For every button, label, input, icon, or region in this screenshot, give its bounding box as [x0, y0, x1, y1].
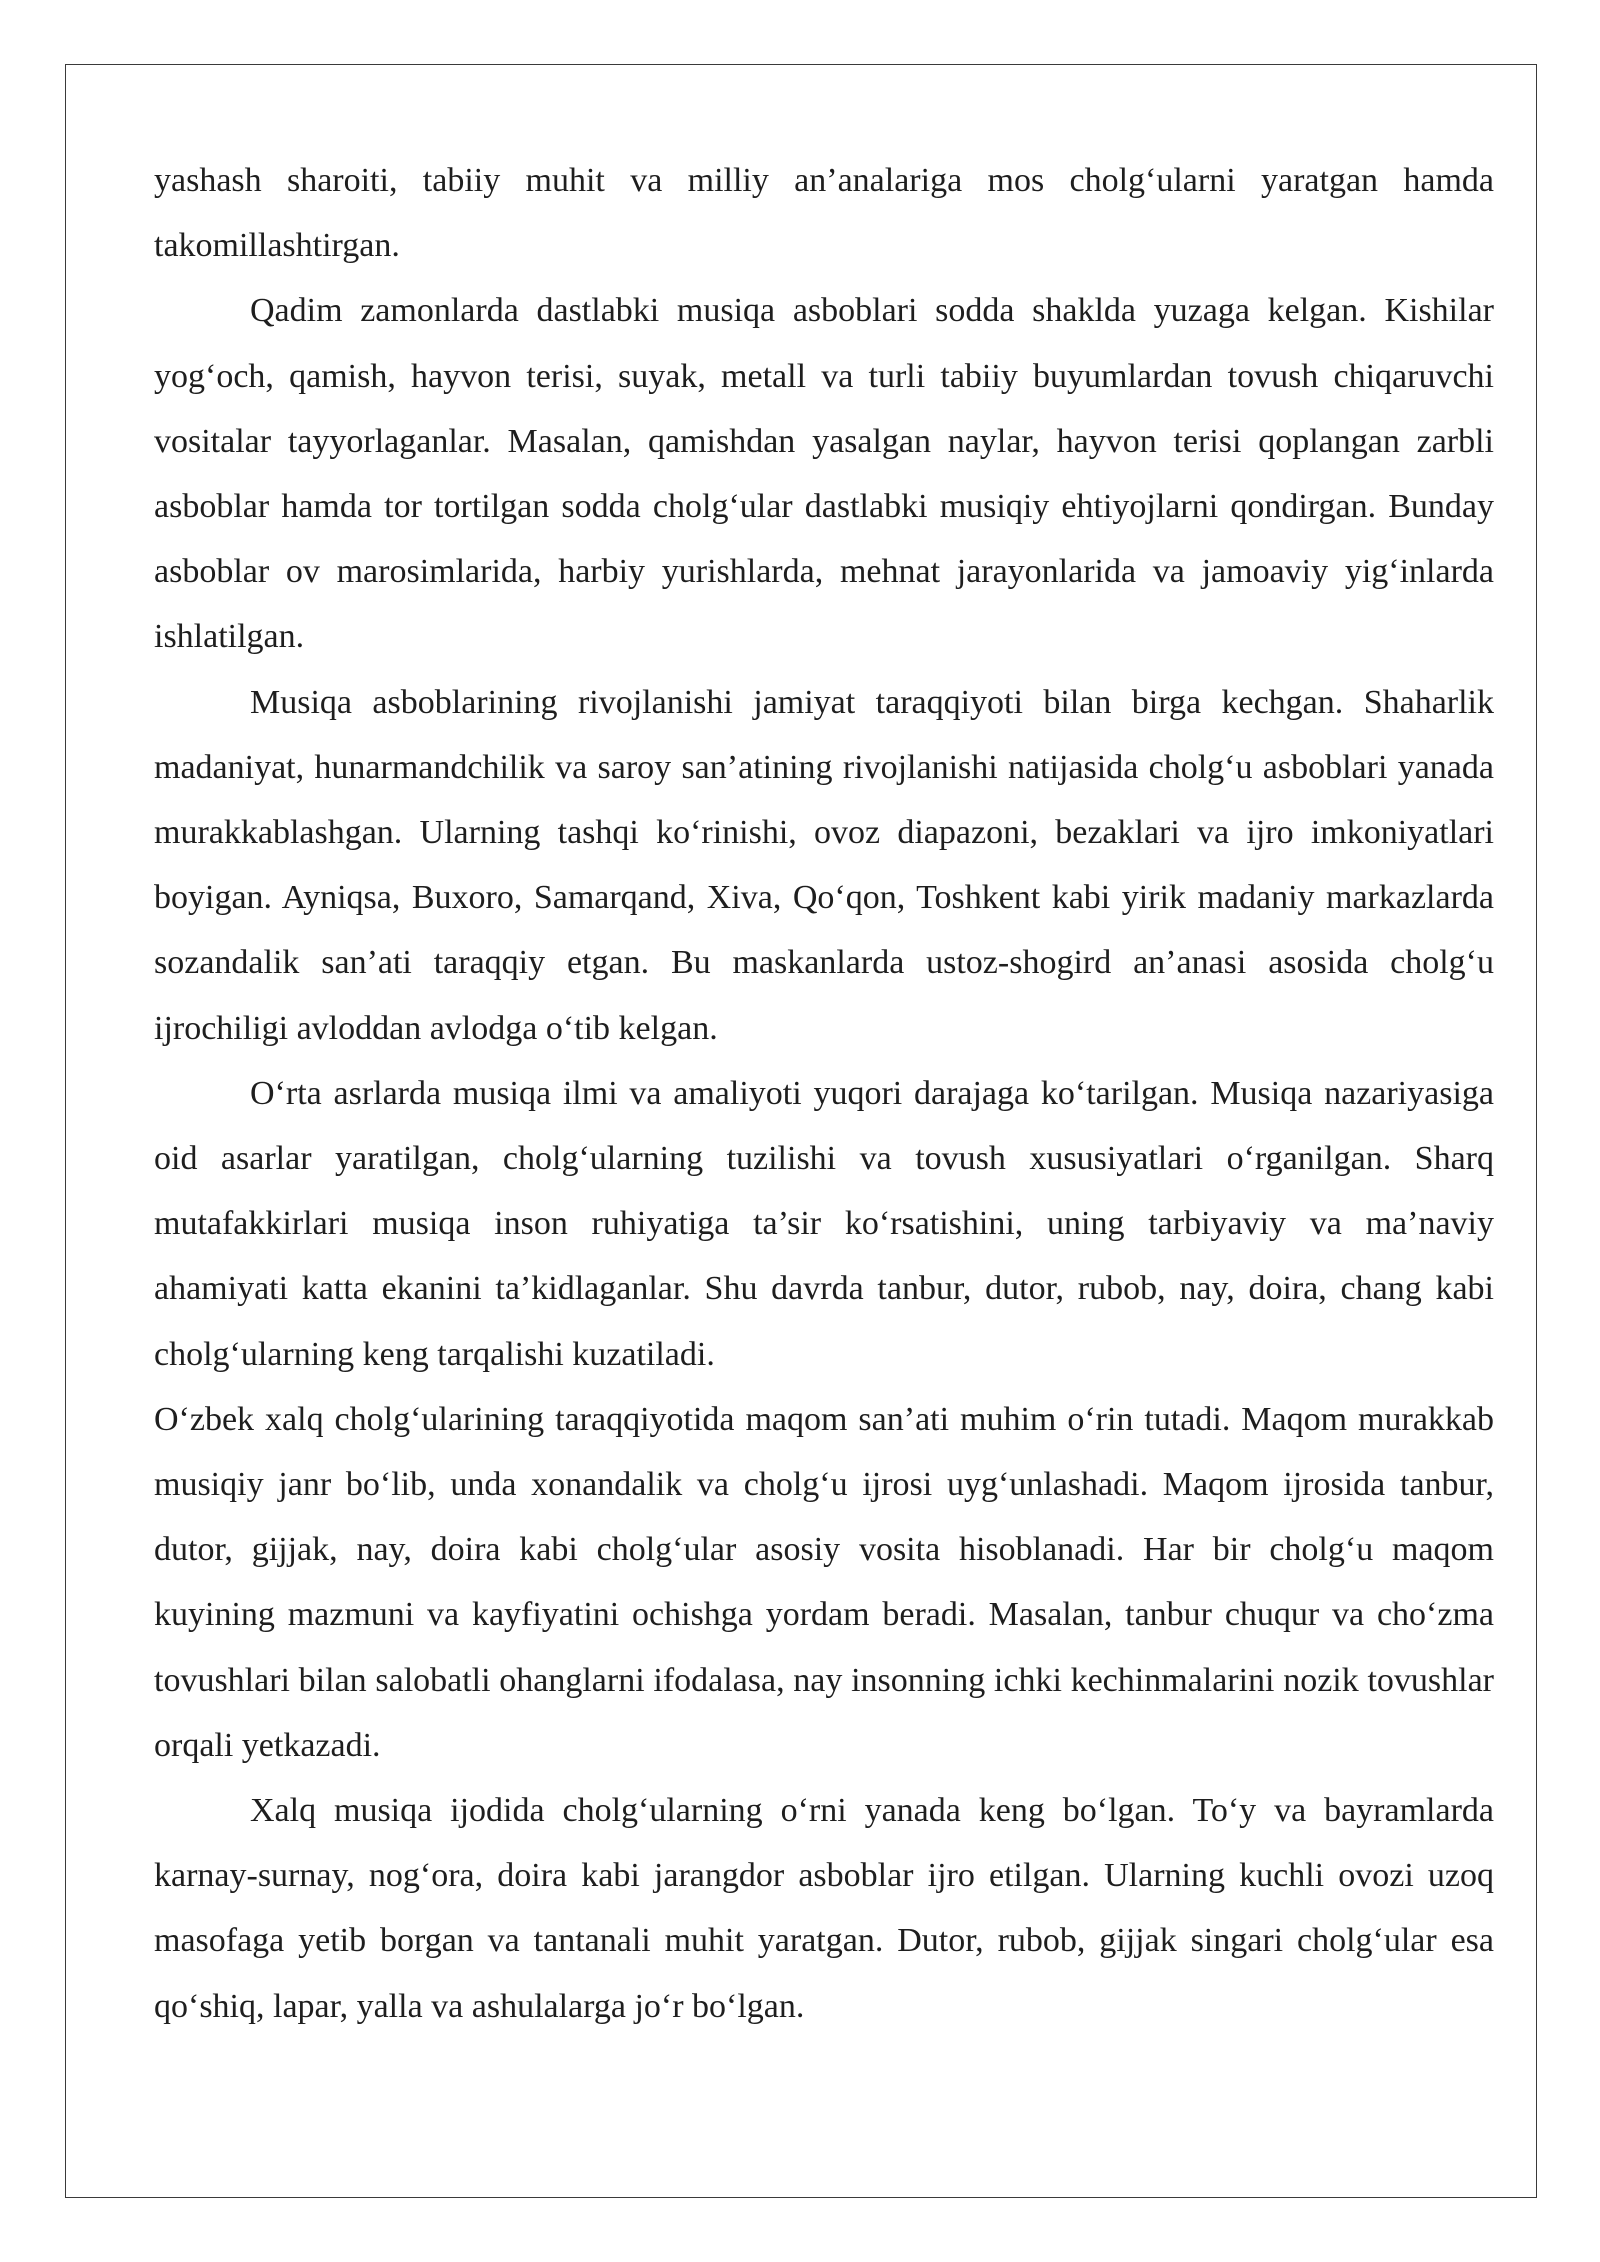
paragraph-2: Qadim zamonlarda dastlabki musiqa asboblari sodda shaklda yuzaga kelgan. Kishilar yog‘och, qamish, hayvon terisi, suyak, metall va turli tabiiy buyumlardan tovush chiqaruvchi vositalar tayyorlaganlar. Masalan, qamishdan yasalgan naylar, hayvon terisi qoplangan zarbli asboblar hamda tor tortilgan sodda cholg‘ular dastlabki musiqiy ehtiyojlarni qondirgan. Bunday asboblar ov marosimlarida, harbiy yurishlarda, mehnat jarayonlarida va jamoaviy yig‘inlarda ishlatilgan.	[154, 292, 1494, 656]
paragraph-6: Xalq musiqa ijodida cholg‘ularning o‘rni yanada keng bo‘lgan. To‘y va bayramlarda karnay-surnay, nog‘ora, doira kabi jarangdor asboblar ijro etilgan. Ularning kuchli ovozi uzoq masofaga yetib borgan va tantanali muhit yaratgan. Dutor, rubob, gijjak singari cholg‘ular esa qo‘shiq, lapar, yalla va ashulalarga jo‘r bo‘lgan.	[154, 1792, 1494, 2025]
paragraph-1: yashash sharoiti, tabiiy muhit va milliy an’analariga mos cholg‘ularni yaratgan hamda takomillashtirgan.	[154, 162, 1494, 265]
document-body	[154, 148, 1494, 2039]
paragraph-4: O‘rta asrlarda musiqa ilmi va amaliyoti yuqori darajaga ko‘tarilgan. Musiqa nazariyasiga oid asarlar yaratilgan, cholg‘ularning tuzilishi va tovush xususiyatlari o‘rganilgan. Sharq mutafakkirlari musiqa inson ruhiyatiga ta’sir ko‘rsatishini, uning tarbiyaviy va ma’naviy ahamiyati katta ekanini ta’kidlaganlar. Shu davrda tanbur, dutor, rubob, nay, doira, chang kabi cholg‘ularning keng tarqalishi kuzatiladi.	[154, 1074, 1494, 1373]
paragraph-3: Musiqa asboblarining rivojlanishi jamiyat taraqqiyoti bilan birga kechgan. Shaharlik madaniyat, hunarmandchilik va saroy san’atining rivojlanishi natijasida cholg‘u asboblari yanada murakkablashgan. Ularning tashqi ko‘rinishi, ovoz diapazoni, bezaklari va ijro imkoniyatlari boyigan. Ayniqsa, Buxoro, Samarqand, Xiva, Qo‘qon, Toshkent kabi yirik madaniy markazlarda sozandalik san’ati taraqqiy etgan. Bu maskanlarda ustoz-shogird an’anasi asosida cholg‘u ijrochiligi avloddan avlodga o‘tib kelgan.	[154, 683, 1494, 1047]
paragraph-5: O‘zbek xalq cholg‘ularining taraqqiyotida maqom san’ati muhim o‘rin tutadi. Maqom murakkab musiqiy janr bo‘lib, unda xonandalik va cholg‘u ijrosi uyg‘unlashadi. Maqom ijrosida tanbur, dutor, gijjak, nay, doira kabi cholg‘ular asosiy vosita hisoblanadi. Har bir cholg‘u maqom kuyining mazmuni va kayfiyatini ochishga yordam beradi. Masalan, tanbur chuqur va cho‘zma tovushlari bilan salobatli ohanglarni ifodalasa, nay insonning ichki kechinmalarini nozik tovushlar orqali yetkazadi.	[154, 1400, 1494, 1764]
